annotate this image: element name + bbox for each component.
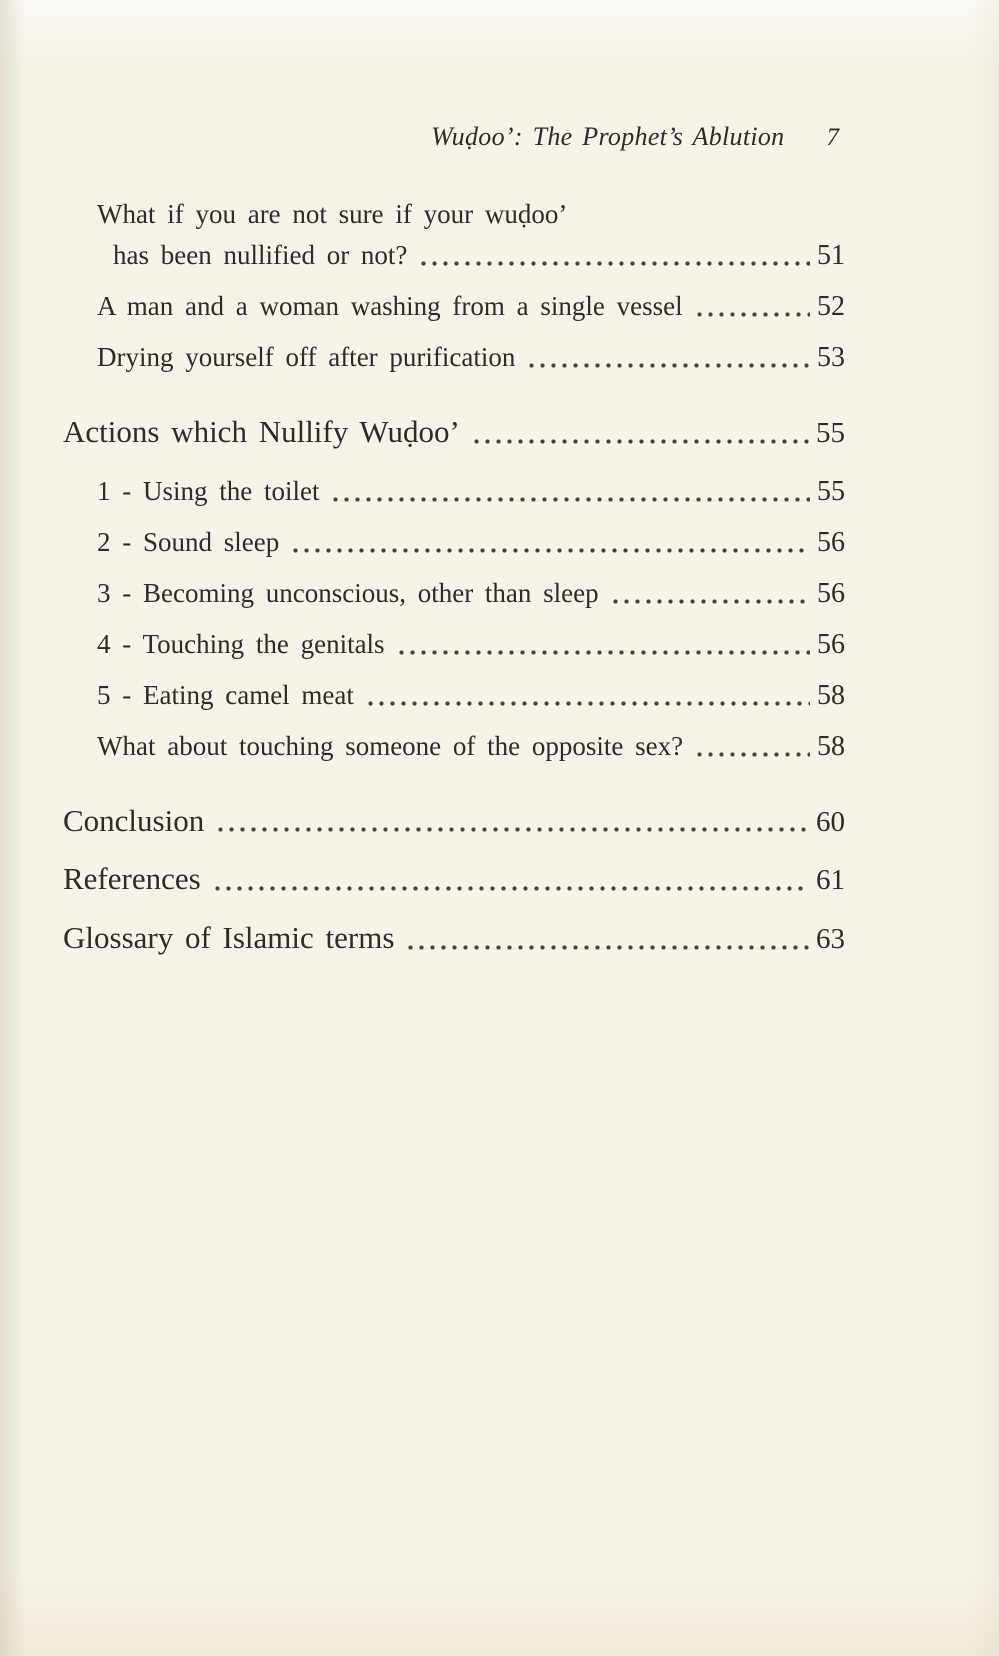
toc-section-heading [63, 860, 845, 899]
dot-leader [330, 497, 810, 502]
toc-page-number: 51 [817, 239, 845, 271]
toc-entry-text: 5 - Eating camel meat [97, 679, 354, 710]
toc-page-number: 61 [816, 864, 845, 897]
toc-entry [63, 474, 845, 509]
toc-entry-continuation [63, 238, 845, 273]
toc-entry-text: Glossary of Islamic terms [63, 920, 395, 955]
table-of-contents [63, 198, 845, 958]
dot-leader [694, 752, 810, 757]
toc-entry [63, 627, 845, 662]
toc-entry [63, 198, 845, 232]
toc-entry-text: has been nullified or not? [113, 239, 408, 270]
toc-page-number: 56 [817, 628, 845, 660]
dot-leader [290, 548, 810, 553]
running-header-title: Wuḍoo’: The Prophet’s Ablution [431, 122, 785, 151]
toc-entry-text: 3 - Becoming unconscious, other than sleep [97, 577, 599, 608]
dot-leader [212, 886, 809, 891]
toc-entry [63, 289, 845, 324]
toc-page-number: 58 [817, 679, 845, 711]
toc-entry [63, 525, 845, 560]
dot-leader [610, 599, 810, 604]
toc-page-number: 60 [816, 805, 845, 838]
toc-page-number: 53 [817, 341, 845, 373]
dot-leader [405, 945, 809, 950]
toc-entry-text: Drying yourself off after purification [97, 341, 516, 372]
toc-entry-text: 2 - Sound sleep [97, 526, 280, 557]
toc-entry-text: 1 - Using the toilet [97, 475, 320, 506]
toc-section-heading [63, 802, 845, 841]
dot-leader [396, 650, 810, 655]
toc-page-number: 58 [817, 730, 845, 762]
dot-leader [418, 261, 810, 266]
running-header [63, 122, 839, 152]
toc-entry [63, 576, 845, 611]
dot-leader [694, 312, 810, 317]
toc-section-heading [63, 413, 845, 452]
dot-leader [365, 701, 810, 706]
toc-entry-text: Conclusion [63, 802, 205, 838]
toc-entry-text: What about touching someone of the opposite sex? [97, 730, 684, 761]
toc-entry [63, 340, 845, 375]
toc-page-number: 55 [816, 416, 845, 449]
toc-entry-text: 4 - Touching the genitals [97, 628, 385, 659]
toc-page-number: 52 [817, 290, 845, 322]
toc-entry-text: Actions which Nullify Wuḍoo’ [63, 413, 460, 449]
dot-leader [526, 363, 810, 368]
toc-entry-text: What if you are not sure if your wuḍoo’ [97, 199, 568, 229]
toc-entry [63, 678, 845, 713]
toc-section-heading [63, 919, 845, 958]
toc-entry [63, 729, 845, 764]
toc-page-number: 56 [817, 526, 845, 558]
dot-leader [471, 439, 809, 444]
toc-entry-text: A man and a woman washing from a single vessel [97, 290, 683, 321]
toc-page-number: 63 [816, 923, 845, 955]
dot-leader [215, 827, 809, 832]
toc-page-number: 55 [817, 475, 845, 507]
toc-entry-text: References [63, 861, 201, 897]
page-folio: 7 [826, 124, 839, 151]
toc-page-number: 56 [817, 577, 845, 609]
